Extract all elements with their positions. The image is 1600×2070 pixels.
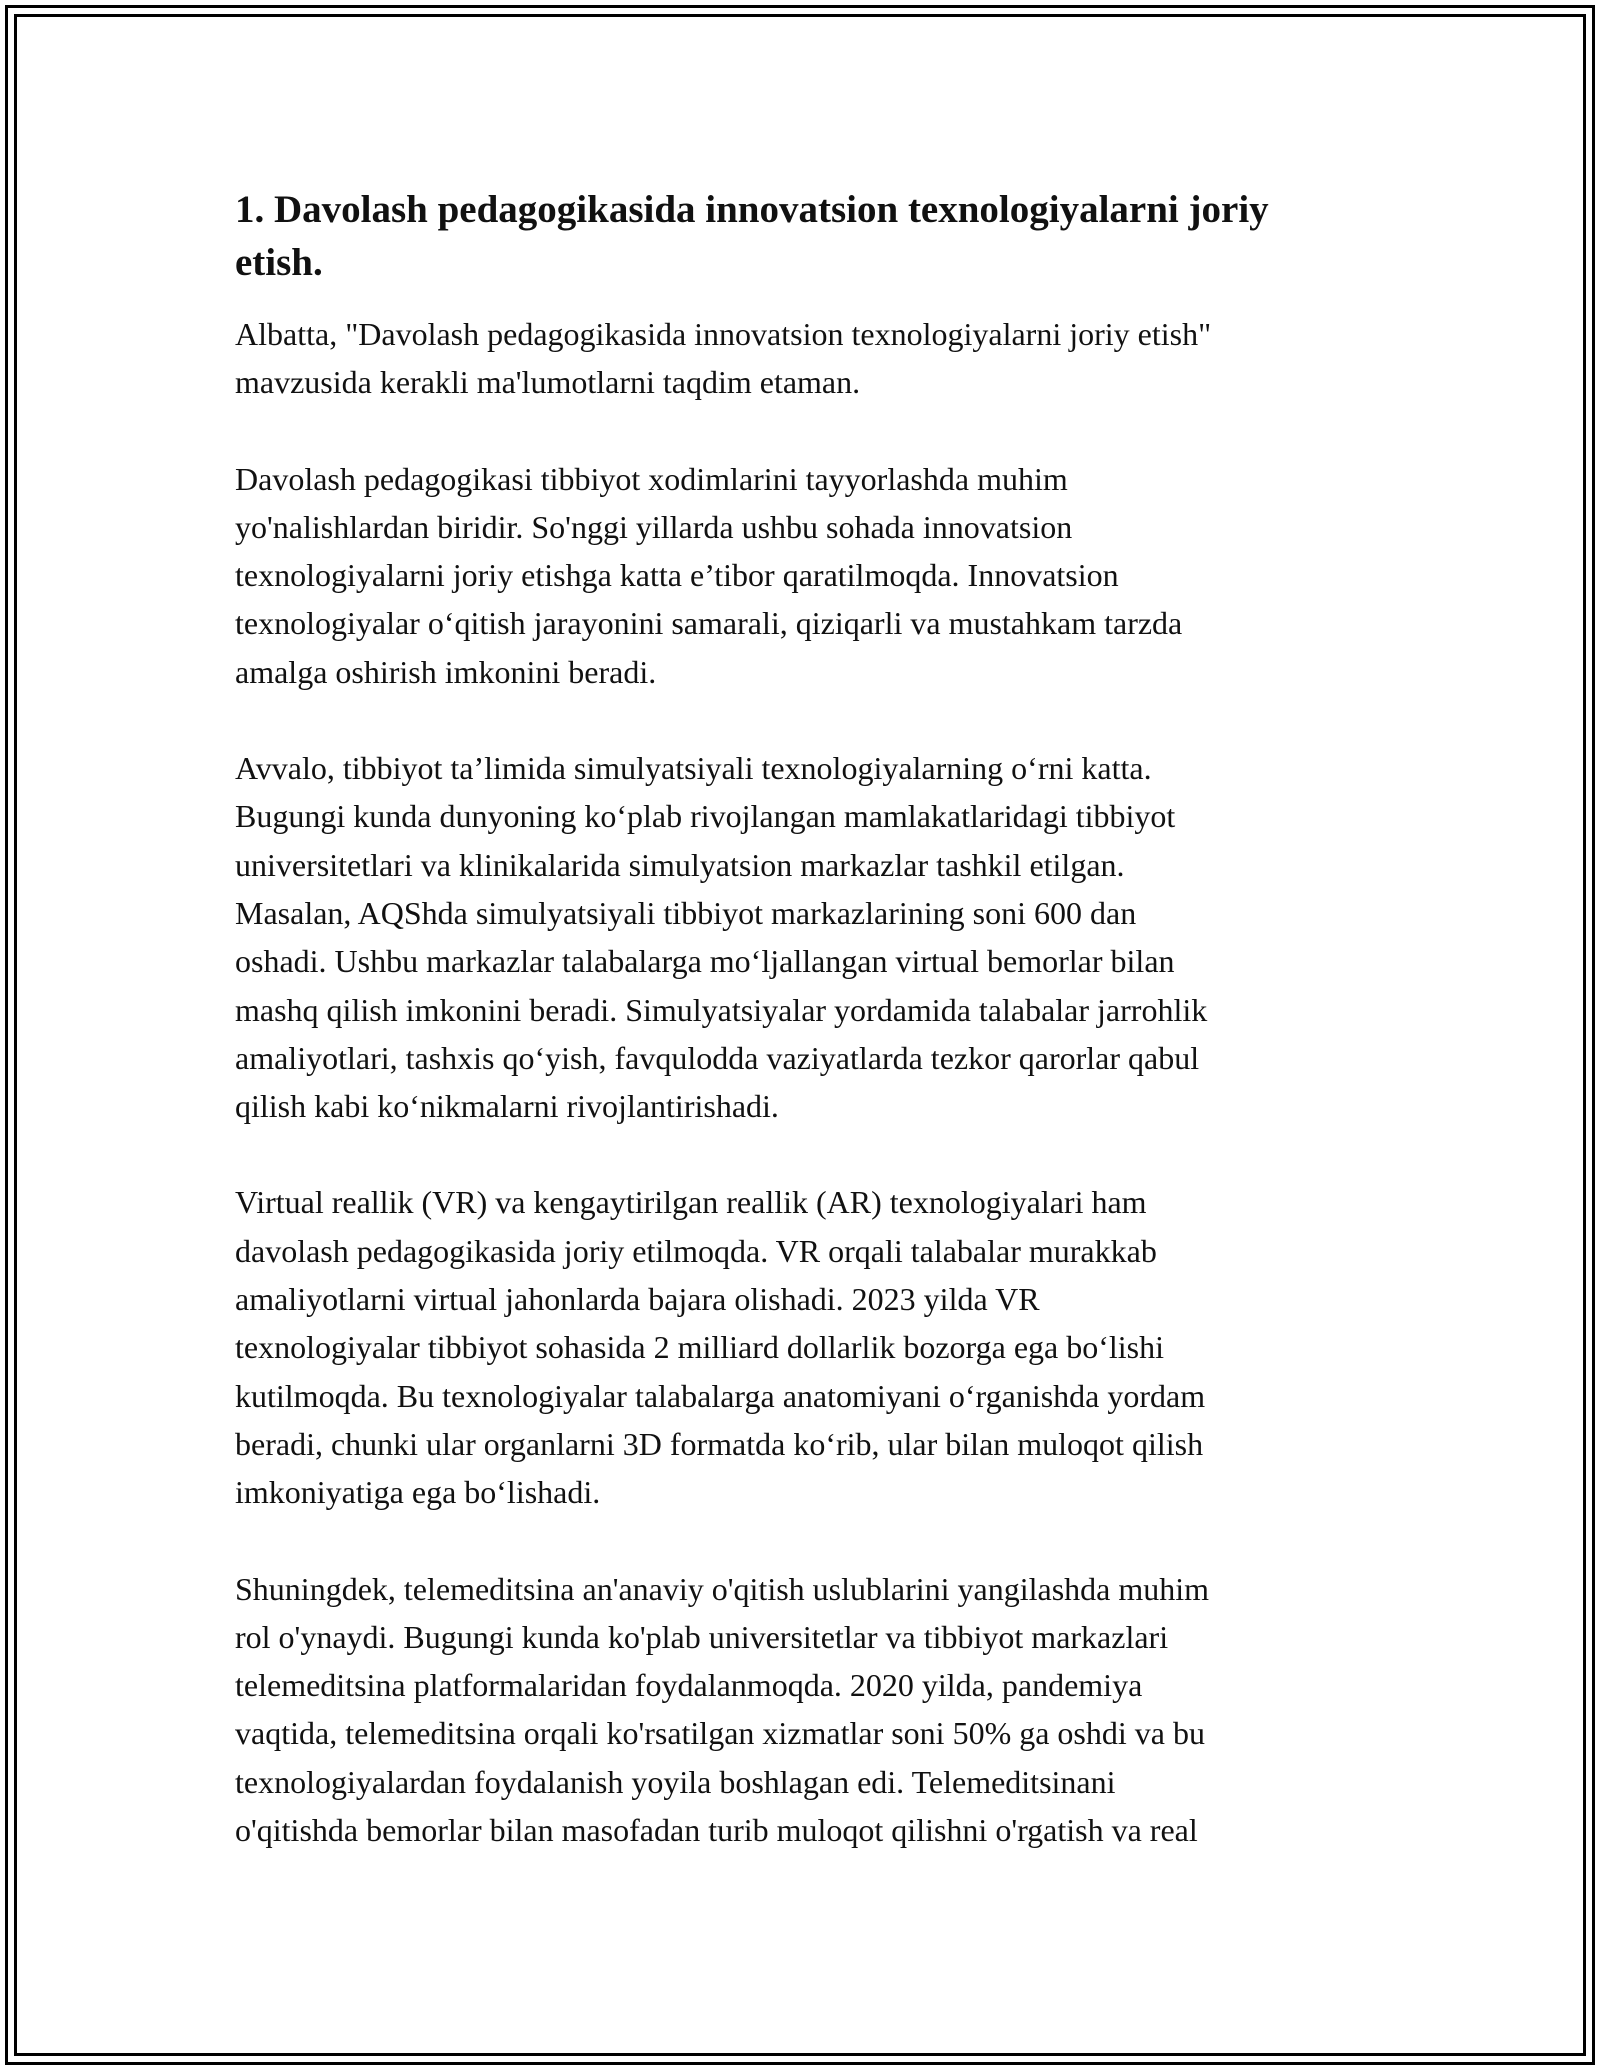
paragraph-telemedicine: Shuningdek, telemeditsina an'anaviy o'qitish uslublarini yangilashda muhim rol o'ynaydi. Bugungi kunda ko'plab universitetlar va tibbiyot markazlari telemeditsina platformalaridan foydalanmoqda. 2020 yilda, pandemiya vaqtida, telemeditsina orqali ko'rsatilgan xizmatlar soni 50% ga oshdi va bu texnologiyalardan foydalanish yoyila boshlagan edi. Telemeditsinani o'qitishda bemorlar bilan masofadan turib muloqot qilishni o'rgatish va real [235,1570,1210,1849]
paragraph-simulation: Avvalo, tibbiyot ta’limida simulyatsiyali texnologiyalarning o‘rni katta. Bugungi kunda dunyoning ko‘plab rivojlangan mamlakatlaridagi tibbiyot universitetlari va klinikalarida simulyatsion markazlar tashkil etilgan. Masalan, AQShda simulyatsiyali tibbiyot markazlarining soni 600 dan oshadi. Ushbu markazlar talabalarga mo‘ljallangan virtual bemorlar bilan mashq qilish imkonini beradi. Simulyatsiyalar yordamida talabalar jarrohlik amaliyotlari, tashxis qo‘yish, favqulodda vaziyatlarda tezkor qarorlar qabul qilish kabi ko‘nikmalarni rivojlantirishadi. [235,750,1208,1125]
paragraph-intro: Albatta, "Davolash pedagogikasida innovatsion texnologiyalarni joriy etish" mavzusida kerakli ma'lumotlarni taqdim etaman. [235,316,1212,401]
paragraph-vr-ar: Virtual reallik (VR) va kengaytirilgan reallik (AR) texnologiyalari ham davolash pedagogikasida joriy etilmoqda. VR orqali talabalar murakkab amaliyotlarni virtual jahonlarda bajara olishadi. 2023 yilda VR texnologiyalar tibbiyot sohasida 2 milliard dollarlik bozorga ega bo‘lishi kutilmoqda. Bu texnologiyalar talabalarga anatomiyani o‘rganishda yordam beradi, chunki ular organlarni 3D formatda ko‘rib, ular bilan muloqot qilish imkoniyatiga ega bo‘lishadi. [235,1184,1206,1511]
document-title: 1. Davolash pedagogikasida innovatsion texnologiyalarni joriy etish. [235,188,1269,284]
document-body [235,183,1365,1902]
paragraph-overview: Davolash pedagogikasi tibbiyot xodimlarini tayyorlashda muhim yo'nalishlardan biridir. So'nggi yillarda ushbu sohada innovatsion texnologiyalarni joriy etishga katta e’tibor qaratilmoqda. Innovatsion texnologiyalar o‘qitish jarayonini samarali, qiziqarli va mustahkam tarzda amalga oshirish imkonini beradi. [235,460,1183,690]
